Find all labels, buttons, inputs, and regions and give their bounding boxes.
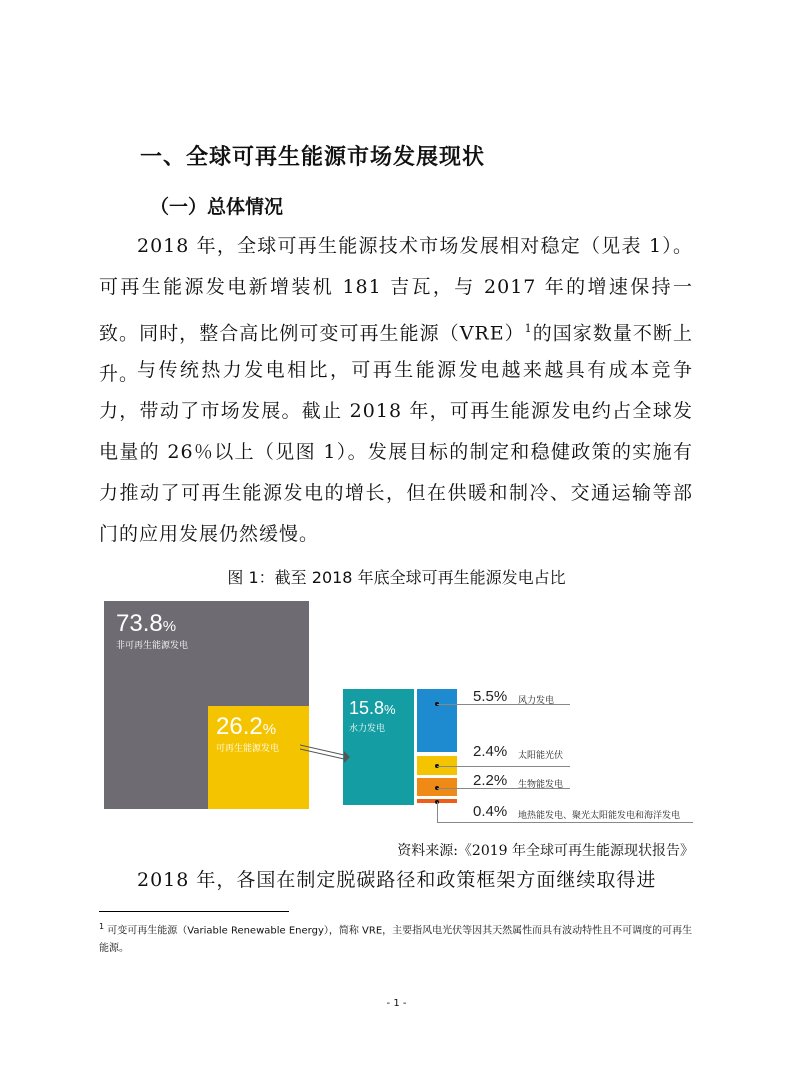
page-number: - 1 -	[386, 998, 407, 1009]
paragraph-3: 2018 年，各国在制定脱碳路径和政策框架方面继续取得进	[137, 869, 657, 891]
footnote-rule	[99, 911, 289, 912]
chart-unit-non-renewable: %	[162, 618, 177, 635]
chart-value-renewable: 26.2	[216, 713, 263, 740]
chart-unit-renewable: %	[262, 721, 277, 738]
chart-label-renewable: 可再生能源发电	[216, 743, 280, 753]
figure-source: 资料来源:《2019 年全球可再生能源现状报告》	[397, 843, 694, 859]
chart-value-bio: 2.2%	[473, 772, 508, 789]
chart-value-solar: 2.4%	[473, 743, 508, 760]
section-heading: 一、全球可再生能源市场发展现状	[140, 145, 486, 170]
paragraph-1-end: 的国家数量不断上升。	[99, 322, 693, 386]
chart-label-solar: 太阳能光伏	[518, 751, 564, 761]
footnote	[99, 918, 693, 958]
chart-leader-other	[437, 822, 693, 823]
footnote-ref: 1	[524, 322, 533, 335]
figure-caption: 图 1：截至 2018 年底全球可再生能源发电占比	[227, 568, 566, 587]
chart-value-wind: 5.5%	[473, 688, 508, 705]
chart-connector	[300, 735, 350, 775]
chart-block-hydro	[343, 689, 414, 805]
paragraph-1-text: 2018 年，全球可再生能源技术市场发展相对稳定（见表 1）。可再生能源发电新增装机 181 吉瓦，与 2017 年的增速保持一致。同时，整合高比例可变可再生能源（VRE）	[99, 235, 693, 345]
footnote-text: 可变可再生能源（Variable Renewable Energy），简称 VRE，主要指风电光伏等因其天然属性而具有波动特性且不可调度的可再生能源。	[99, 925, 693, 955]
chart-value-non-renewable: 73.8	[116, 610, 163, 637]
chart-label-bio: 生物能发电	[518, 780, 564, 790]
chart-label-wind: 风力发电	[518, 696, 555, 706]
chart-unit-hydro: %	[384, 702, 396, 717]
chart-label-hydro: 水力发电	[349, 723, 386, 733]
paragraph-2: 与传统热力发电相比，可再生能源发电越来越具有成本竞争力，带动了市场发展。截止 2018 年，可再生能源发电约占全球发电量的 26％以上（见图 1）。发展目标的制定和稳健政策的实施有力推动了可再生能源发电的增长，但在供暖和制冷、交通运输等部门的应用发展仍然缓慢。	[99, 359, 693, 545]
chart-block-renewable	[208, 706, 309, 809]
chart-block-wind	[417, 689, 457, 752]
chart-leader-other-vertical	[437, 802, 438, 822]
chart-leader-solar	[437, 766, 570, 767]
subsection-heading: （一）总体情况	[150, 196, 284, 218]
footnote-mark: 1	[99, 922, 105, 931]
chart-label-non-renewable: 非可再生能源发电	[116, 640, 189, 650]
chart-value-other: 0.4%	[473, 803, 508, 820]
chart-value-hydro: 15.8	[349, 698, 385, 718]
chart-label-other: 地热能发电、聚光太阳能发电和海洋发电	[518, 811, 681, 821]
